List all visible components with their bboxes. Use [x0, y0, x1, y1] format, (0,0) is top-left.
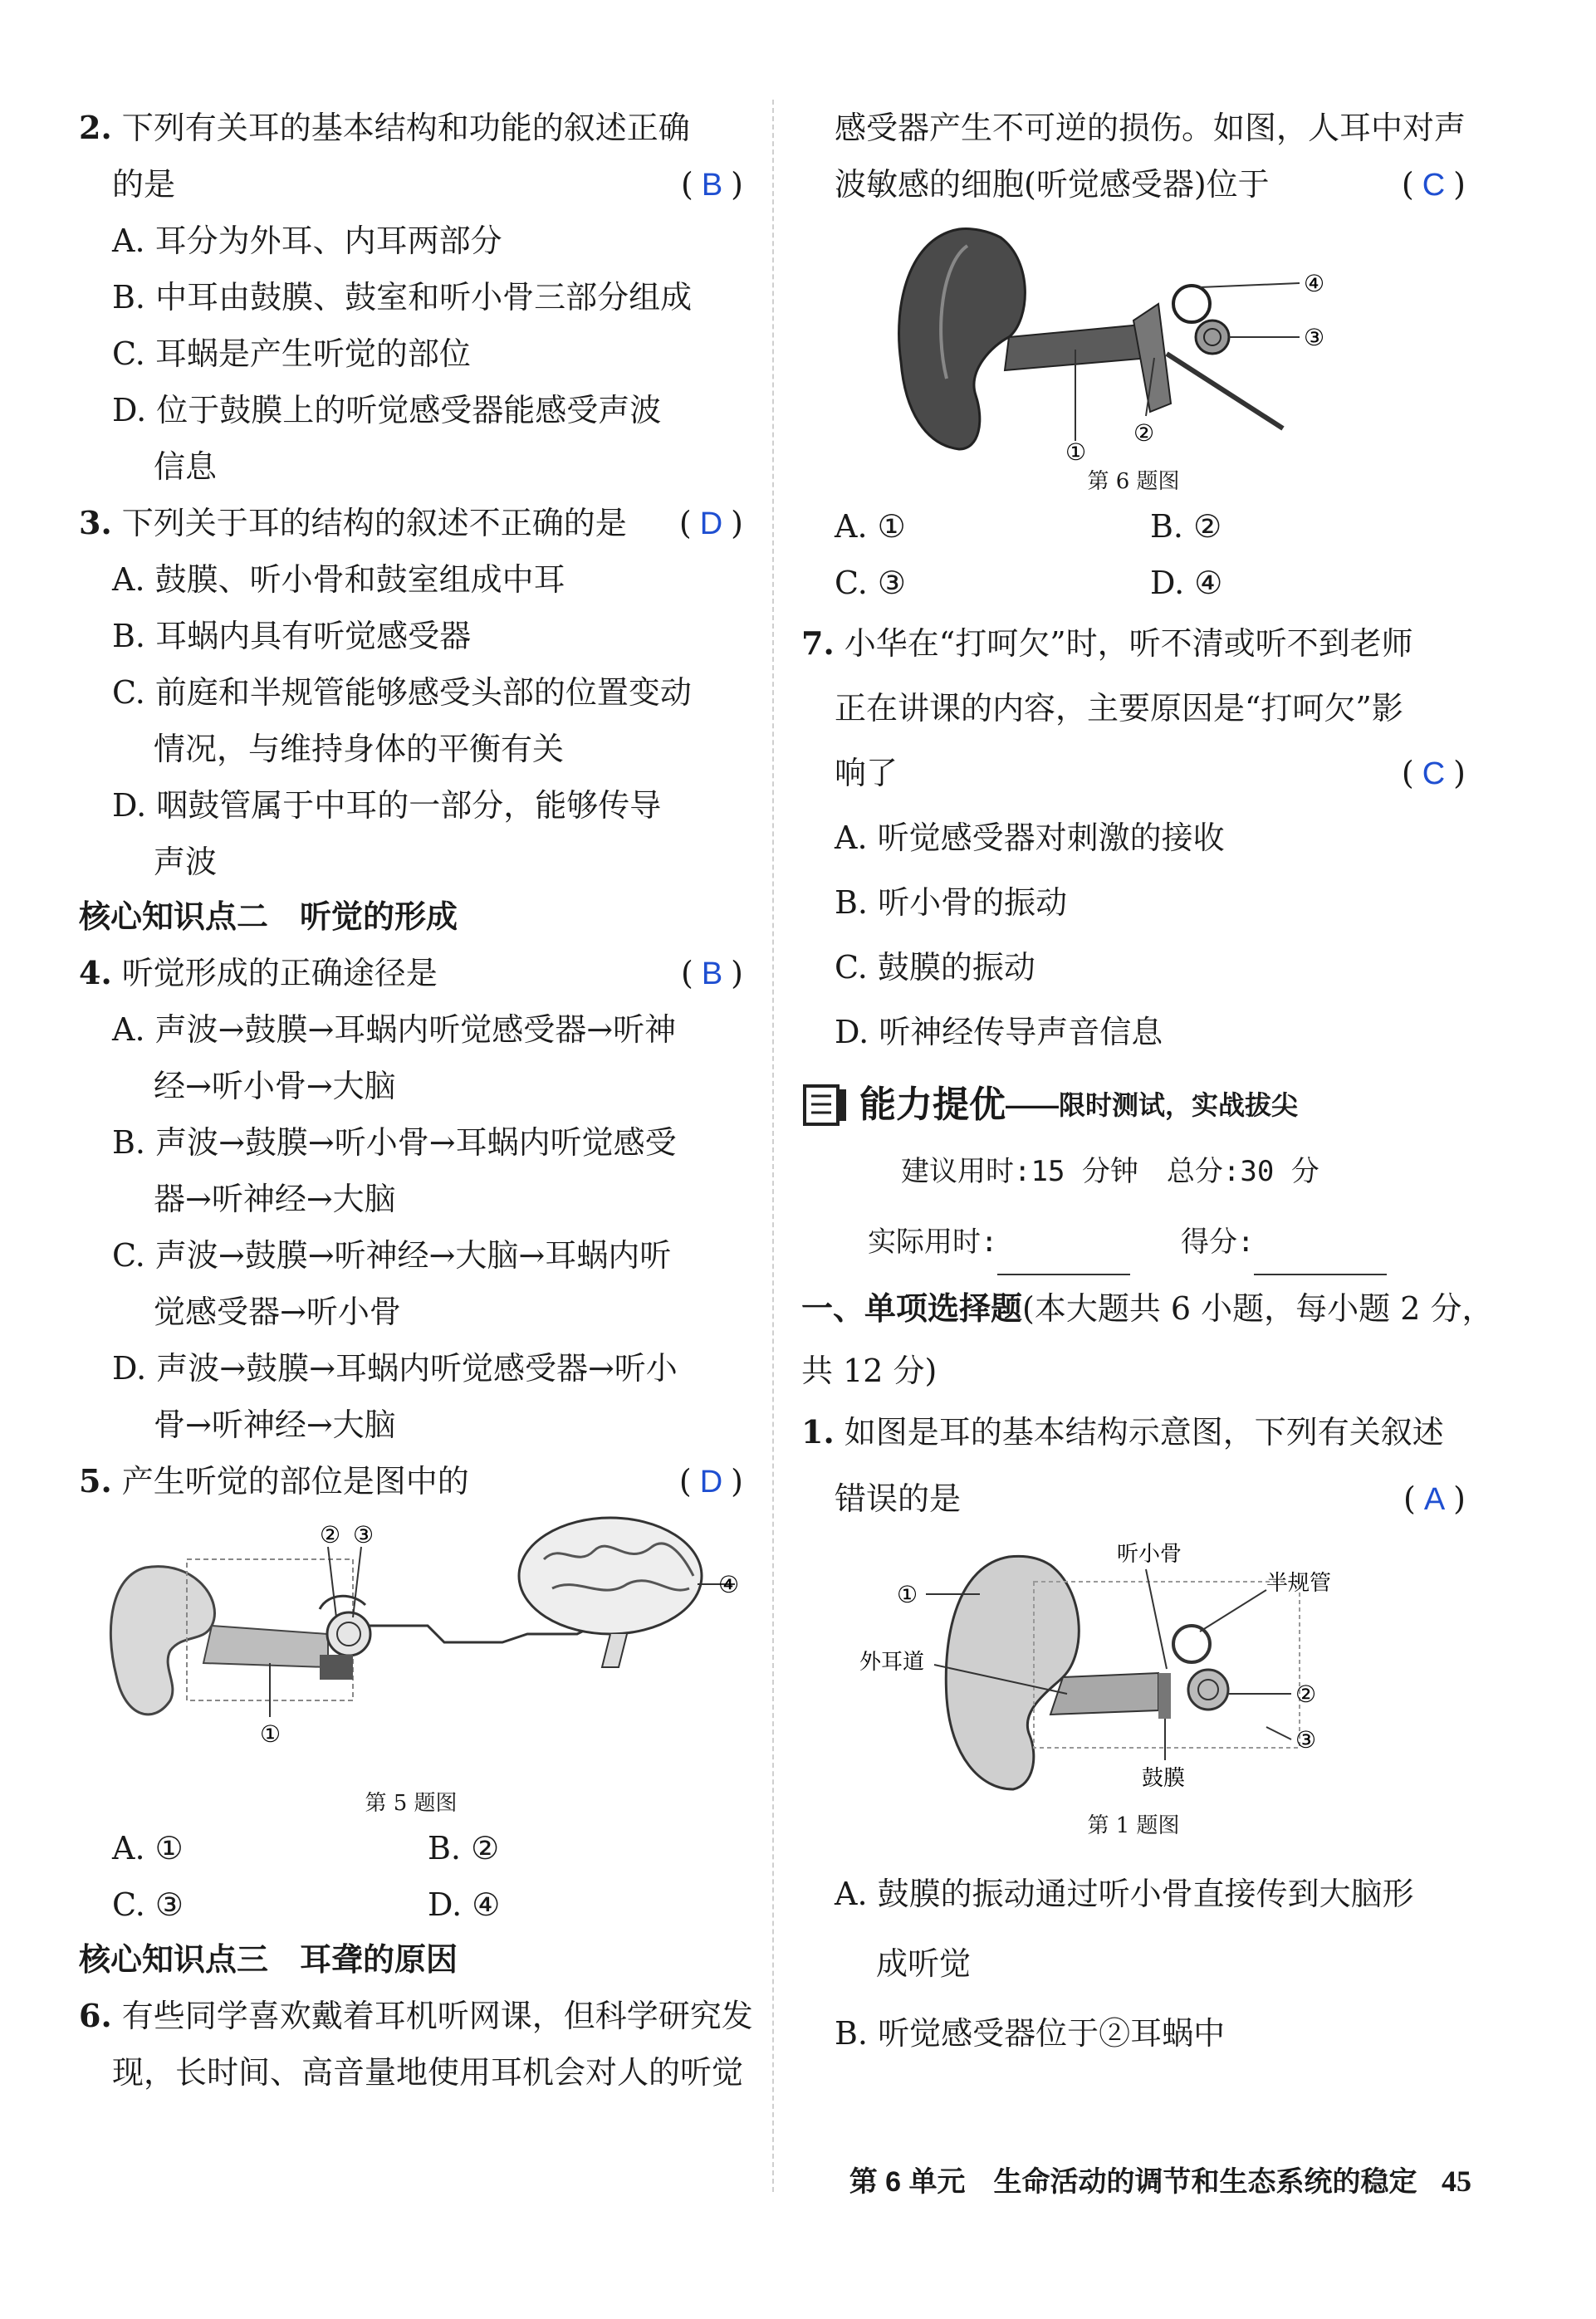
- q5-option-a: A. ①: [112, 1830, 184, 1866]
- p1-caption: 第 1 题图: [1087, 1813, 1180, 1838]
- q3-number: 3.: [79, 504, 112, 541]
- q6-option-d: D. ④: [1150, 565, 1223, 601]
- brain-shape: [519, 1518, 702, 1634]
- p1-number: 1.: [801, 1413, 835, 1451]
- q2-stem-cont: 的是: [112, 166, 176, 203]
- label-canals: 半规管: [1266, 1571, 1332, 1596]
- q6-option-c: C. ③: [835, 565, 906, 601]
- power-title-main: 能力提优: [859, 1084, 1006, 1125]
- q4-option-c-cont: 觉感受器→听小骨: [154, 1294, 401, 1330]
- q3-answer: ( D ): [678, 505, 743, 541]
- q6-options-row2: [801, 555, 1466, 611]
- label-drum: 鼓膜: [1142, 1766, 1186, 1791]
- q4-option-d-cont: 骨→听神经→大脑: [154, 1407, 396, 1443]
- q2-stem-line1: [79, 100, 743, 156]
- p1-figure: [801, 1532, 1466, 1806]
- q5-caption: 第 5 题图: [365, 1791, 458, 1816]
- p1-stem: 如图是耳的基本结构示意图，下列有关叙述: [844, 1414, 1444, 1451]
- semicircular-canal-shape: [320, 1596, 365, 1609]
- q4-option-c: C. 声波→鼓膜→听神经→大脑→耳蜗内听: [112, 1237, 672, 1274]
- cochlea-dark: [1196, 320, 1229, 354]
- q4-answer-letter: B: [701, 956, 723, 991]
- p1-option-a: A. 鼓膜的振动通过听小骨直接传到大脑形: [835, 1876, 1414, 1912]
- q2-stem-line2: [79, 156, 743, 213]
- outer-ear-gray: [946, 1556, 1079, 1789]
- leader-ossicles: [1146, 1569, 1167, 1669]
- outer-ear-shape: [110, 1567, 214, 1715]
- p1-stem-cont: 错误的是: [835, 1480, 962, 1517]
- semicircular-canals-gray: [1173, 1626, 1210, 1662]
- q6-stem-line2: 现，长时间、高音量地使用耳机会对人的听觉: [112, 2054, 744, 2091]
- label-3: ③: [353, 1521, 375, 1548]
- q7-answer-letter: C: [1422, 756, 1446, 791]
- q6-stem-line1: [79, 1988, 753, 2044]
- label-1: ①: [1065, 438, 1087, 462]
- q5-option-d: D. ④: [428, 1886, 501, 1923]
- p1-answer-letter: A: [1423, 1482, 1446, 1517]
- label-2: ②: [1133, 419, 1155, 447]
- q5-stem: [79, 1453, 743, 1509]
- q5-answer: ( D ): [678, 1463, 743, 1500]
- q7-option-c: C. 鼓膜的振动: [835, 949, 1035, 986]
- right-column: [801, 100, 1494, 2068]
- page-footer: [849, 2159, 1471, 2199]
- label-4: ④: [718, 1571, 740, 1598]
- cochlea-shape: [327, 1612, 370, 1656]
- actual-time-blank[interactable]: [997, 1244, 1130, 1275]
- q2-option-d-cont: 信息: [154, 448, 218, 485]
- q7-option-a: A. 听觉感受器对刺激的接收: [835, 819, 1225, 856]
- q6-options-row1: [801, 498, 1466, 555]
- q5-number: 5.: [79, 1462, 112, 1500]
- q2-option-d: D. 位于鼓膜上的听觉感受器能感受声波: [112, 392, 662, 428]
- q3-option-b: B. 耳蜗内具有听觉感受器: [112, 618, 472, 654]
- eustachian-tube-shape: [320, 1655, 353, 1680]
- q3-option-c: C. 前庭和半规管能够感受头部的位置变动: [112, 674, 692, 711]
- section-heading-2: 核心知识点二 听觉的形成: [79, 900, 458, 935]
- q2-number: 2.: [79, 109, 112, 146]
- q4-number: 4.: [79, 954, 112, 991]
- ear-brain-illustration: [79, 1509, 743, 1783]
- q3-answer-letter: D: [699, 506, 723, 541]
- q7-option-d: D. 听神经传导声音信息: [835, 1014, 1163, 1050]
- q6-cont-line2: [801, 156, 1466, 213]
- q7-stem-line3: [801, 741, 1466, 805]
- q2-option-b: B. 中耳由鼓膜、鼓室和听小骨三部分组成: [112, 279, 693, 316]
- outer-ear-dark: [899, 228, 1026, 449]
- q6-option-b: B. ②: [1150, 508, 1222, 545]
- actual-time-label: 实际用时:: [868, 1226, 998, 1259]
- q6-option-a: A. ①: [835, 508, 906, 545]
- suggested-time: 建议用时:15 分钟 总分:30 分: [901, 1155, 1319, 1188]
- q6-answer: ( C ): [1401, 166, 1466, 203]
- power-title-sub: ——限时测试，实战拔尖: [1006, 1090, 1299, 1120]
- label-4: ④: [1304, 270, 1325, 297]
- q4-option-d: D. 声波→鼓膜→耳蜗内听觉感受器→听小: [112, 1350, 678, 1387]
- semicircular-canals: [1173, 286, 1210, 322]
- label-3: ③: [1295, 1726, 1317, 1754]
- q6-number: 6.: [79, 1997, 112, 2034]
- ear-canal-dark: [1005, 325, 1150, 370]
- label-1: ①: [260, 1720, 282, 1748]
- q6-stem: 有些同学喜欢戴着耳机听网课，但科学研究发: [121, 1998, 753, 2034]
- p1-answer: ( A ): [1403, 1480, 1466, 1517]
- ear-canal-shape: [203, 1626, 328, 1667]
- label-3: ③: [1304, 324, 1325, 351]
- q7-number: 7.: [801, 624, 835, 662]
- q6-caption: 第 6 题图: [1087, 469, 1180, 494]
- p1-stem-line2: [801, 1465, 1466, 1532]
- q2-option-c: C. 耳蜗是产生听觉的部位: [112, 335, 471, 372]
- q3-option-d: D. 咽鼓管属于中耳的一部分，能够传导: [112, 787, 662, 824]
- q3-stem-text: 下列关于耳的结构的叙述不正确的是: [121, 505, 627, 541]
- page-number: 45: [1442, 2165, 1471, 2198]
- p1-option-a-cont: 成听觉: [876, 1945, 972, 1982]
- q4-option-a-cont: 经→听小骨→大脑: [154, 1068, 396, 1104]
- part1-title: 一、单项选择题: [801, 1292, 1023, 1327]
- label-2: ②: [320, 1521, 341, 1548]
- leader-line-2: [328, 1547, 336, 1617]
- q5-option-c: C. ③: [112, 1886, 184, 1923]
- label-canal: 外耳道: [859, 1650, 925, 1675]
- q5-figure: [79, 1509, 743, 1783]
- q6-cont-text: 波敏感的细胞(听觉感受器)位于: [835, 166, 1270, 203]
- q7-stem: 小华在“打呵欠”时，听不清或听不到老师: [844, 625, 1413, 662]
- brainstem-shape: [602, 1634, 627, 1667]
- q7-option-b: B. 听小骨的振动: [835, 884, 1068, 921]
- label-ossicles: 听小骨: [1117, 1542, 1182, 1567]
- q5-answer-letter: D: [699, 1465, 723, 1500]
- q5-options-row1: [79, 1820, 743, 1876]
- p1-option-b: B. 听觉感受器位于②耳蜗中: [835, 2015, 1226, 2052]
- q3-option-a: A. 鼓膜、听小骨和鼓室组成中耳: [112, 561, 565, 598]
- q6-cont-line1: 感受器产生不可逆的损伤。如图，人耳中对声: [835, 110, 1466, 146]
- score-label: 得分:: [1180, 1226, 1255, 1259]
- score-blank[interactable]: [1254, 1244, 1387, 1275]
- leader-line-3: [353, 1547, 361, 1617]
- tube-dark: [1167, 354, 1283, 428]
- q4-option-b-cont: 器→听神经→大脑: [154, 1181, 396, 1217]
- eardrum-gray: [1158, 1673, 1171, 1719]
- q4-stem-text: 听觉形成的正确途径是: [121, 955, 438, 991]
- cochlea-gray: [1188, 1670, 1228, 1710]
- q2-option-a: A. 耳分为外耳、内耳两部分: [112, 223, 502, 259]
- q3-stem: [79, 495, 743, 551]
- leader-line-4: [1200, 283, 1300, 287]
- part1-heading: [801, 1275, 1494, 1343]
- q5-stem-text: 产生听觉的部位是图中的: [121, 1463, 469, 1500]
- q5-option-b: B. ②: [428, 1830, 500, 1866]
- column-divider: [772, 100, 774, 2192]
- leader-canals: [1200, 1590, 1266, 1632]
- p1-stem-line1: [801, 1399, 1466, 1465]
- power-section-title: [801, 1076, 1466, 1134]
- q4-option-a: A. 声波→鼓膜→耳蜗内听觉感受器→听神: [112, 1011, 677, 1048]
- label-1: ①: [897, 1581, 918, 1608]
- q6-figure: [801, 213, 1466, 462]
- footer-unit: 第 6 单元 生命活动的调节和生态系统的稳定: [849, 2166, 1417, 2198]
- label-2: ②: [1295, 1681, 1317, 1708]
- notebook-icon: [801, 1083, 849, 1128]
- q4-option-b: B. 声波→鼓膜→听小骨→耳蜗内听觉感受: [112, 1124, 677, 1161]
- q2-stem: 下列有关耳的基本结构和功能的叙述正确: [121, 110, 690, 146]
- part1-desc: (本大题共 6 小题，每小题 2 分，: [1022, 1290, 1494, 1327]
- leader-3: [1266, 1727, 1291, 1739]
- part1-desc-cont: 共 12 分): [801, 1353, 938, 1389]
- q5-options-row2: [79, 1876, 743, 1933]
- q3-option-d-cont: 声波: [154, 844, 218, 880]
- q6-answer-letter: C: [1422, 168, 1446, 203]
- q4-answer: ( B ): [680, 955, 743, 991]
- left-column: [79, 100, 753, 2101]
- ear-anatomy-illustration: [801, 213, 1466, 462]
- section-heading-3: 核心知识点三 耳聋的原因: [79, 1943, 458, 1978]
- q4-stem: [79, 945, 743, 1001]
- q3-option-c-cont: 情况，与维持身体的平衡有关: [154, 731, 565, 767]
- q7-stem-cont: 响了: [835, 755, 898, 791]
- q2-answer: ( B ): [680, 166, 743, 203]
- q7-stem-line1: [801, 611, 1466, 676]
- q7-stem-line2: 正在讲课的内容，主要原因是“打呵欠”影: [835, 690, 1403, 727]
- actual-time-row: [801, 1209, 1466, 1275]
- q2-answer-letter: B: [701, 168, 723, 203]
- ear-structure-diagram: [801, 1532, 1466, 1806]
- q7-answer: ( C ): [1401, 755, 1466, 791]
